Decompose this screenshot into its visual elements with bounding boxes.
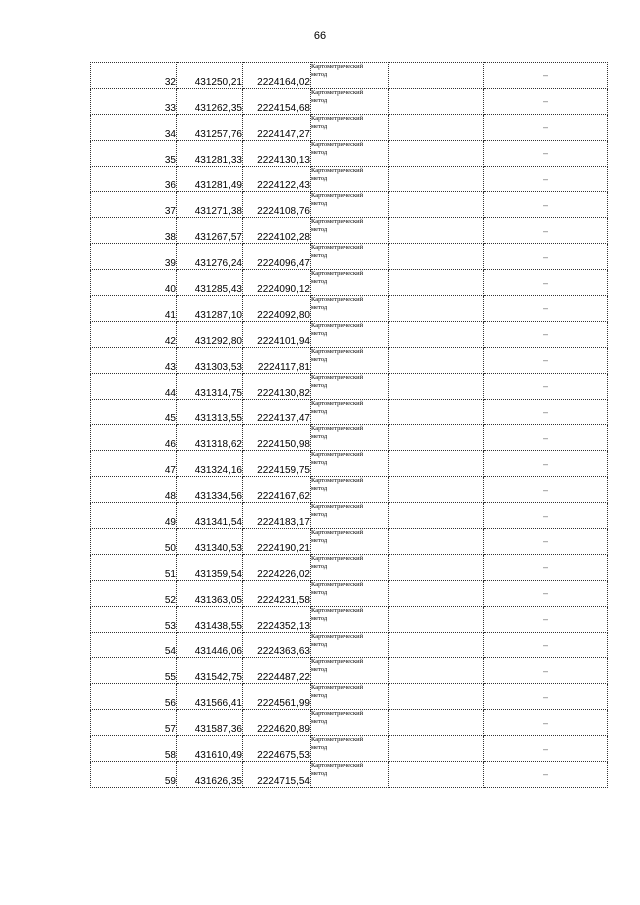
method-line-1: Картометрический <box>311 88 364 96</box>
method-line-1: Картометрический <box>311 114 364 122</box>
method-line-2: метод <box>311 433 328 441</box>
point-number-cell: 57 <box>91 710 177 736</box>
x-coordinate-cell: 431271,38 <box>177 192 243 218</box>
method-cell <box>311 140 389 166</box>
table-row <box>91 270 608 296</box>
empty-cell <box>389 736 484 762</box>
method-cell <box>311 166 389 192</box>
x-coordinate-cell: 431267,57 <box>177 218 243 244</box>
method-line-1: Картометрический <box>311 399 364 407</box>
empty-cell <box>389 296 484 322</box>
empty-cell <box>389 762 484 788</box>
method-line-1: Картометрический <box>311 192 364 200</box>
empty-cell <box>389 166 484 192</box>
method-line-1: Картометрический <box>311 166 364 174</box>
y-coordinate-cell: 2224130,82 <box>243 373 311 399</box>
note-cell: – <box>484 503 608 529</box>
table-row <box>91 140 608 166</box>
method-line-1: Картометрический <box>311 632 364 640</box>
y-coordinate-cell: 2224226,02 <box>243 554 311 580</box>
point-number-cell: 53 <box>91 606 177 632</box>
y-coordinate-cell: 2224167,62 <box>243 477 311 503</box>
note-cell: – <box>484 425 608 451</box>
note-cell: – <box>484 477 608 503</box>
empty-cell <box>389 580 484 606</box>
method-line-1: Картометрический <box>311 762 364 770</box>
method-line-2: метод <box>311 278 328 286</box>
method-line-1: Картометрический <box>311 321 364 329</box>
point-number-cell: 37 <box>91 192 177 218</box>
coordinates-table <box>90 62 608 788</box>
y-coordinate-cell: 2224096,47 <box>243 244 311 270</box>
y-coordinate-cell: 2224561,99 <box>243 684 311 710</box>
method-cell <box>311 606 389 632</box>
point-number-cell: 49 <box>91 503 177 529</box>
empty-cell <box>389 399 484 425</box>
method-cell <box>311 425 389 451</box>
method-line-2: метод <box>311 511 328 519</box>
table-row <box>91 192 608 218</box>
note-cell: – <box>484 632 608 658</box>
x-coordinate-cell: 431610,49 <box>177 736 243 762</box>
y-coordinate-cell: 2224352,13 <box>243 606 311 632</box>
table-row <box>91 114 608 140</box>
table-row <box>91 529 608 555</box>
note-cell: – <box>484 347 608 373</box>
note-cell: – <box>484 166 608 192</box>
method-cell <box>311 477 389 503</box>
method-cell <box>311 88 389 114</box>
note-cell: – <box>484 140 608 166</box>
method-line-1: Картометрический <box>311 710 364 718</box>
y-coordinate-cell: 2224715,54 <box>243 762 311 788</box>
point-number-cell: 39 <box>91 244 177 270</box>
method-line-2: метод <box>311 770 328 778</box>
y-coordinate-cell: 2224190,21 <box>243 529 311 555</box>
note-cell: – <box>484 529 608 555</box>
method-line-2: метод <box>311 96 328 104</box>
method-line-1: Картометрический <box>311 451 364 459</box>
table-row <box>91 736 608 762</box>
x-coordinate-cell: 431303,53 <box>177 347 243 373</box>
table-row <box>91 606 608 632</box>
empty-cell <box>389 373 484 399</box>
point-number-cell: 34 <box>91 114 177 140</box>
method-line-2: метод <box>311 200 328 208</box>
table-row <box>91 451 608 477</box>
table-row <box>91 218 608 244</box>
table-row <box>91 88 608 114</box>
y-coordinate-cell: 2224102,28 <box>243 218 311 244</box>
y-coordinate-cell: 2224130,13 <box>243 140 311 166</box>
method-line-2: метод <box>311 666 328 674</box>
x-coordinate-cell: 431257,76 <box>177 114 243 140</box>
method-line-2: метод <box>311 355 328 363</box>
empty-cell <box>389 477 484 503</box>
empty-cell <box>389 425 484 451</box>
method-line-1: Картометрический <box>311 63 364 70</box>
table-row <box>91 63 608 89</box>
point-number-cell: 32 <box>91 63 177 89</box>
note-cell: – <box>484 580 608 606</box>
note-cell: – <box>484 270 608 296</box>
page-number: 66 <box>313 30 327 42</box>
y-coordinate-cell: 2224164,02 <box>243 63 311 89</box>
method-cell <box>311 632 389 658</box>
method-line-1: Картометрический <box>311 140 364 148</box>
empty-cell <box>389 88 484 114</box>
table-row <box>91 762 608 788</box>
table-row <box>91 684 608 710</box>
x-coordinate-cell: 431276,24 <box>177 244 243 270</box>
coordinates-table-body <box>91 63 608 788</box>
y-coordinate-cell: 2224122,43 <box>243 166 311 192</box>
method-line-2: метод <box>311 485 328 493</box>
note-cell: – <box>484 321 608 347</box>
method-line-1: Картометрический <box>311 529 364 537</box>
method-line-2: метод <box>311 692 328 700</box>
method-line-2: метод <box>311 329 328 337</box>
x-coordinate-cell: 431281,49 <box>177 166 243 192</box>
note-cell: – <box>484 373 608 399</box>
method-cell <box>311 63 389 89</box>
point-number-cell: 59 <box>91 762 177 788</box>
method-cell <box>311 321 389 347</box>
table-row <box>91 425 608 451</box>
point-number-cell: 50 <box>91 529 177 555</box>
method-line-2: метод <box>311 459 328 467</box>
method-line-1: Картометрический <box>311 658 364 666</box>
method-line-1: Картометрический <box>311 270 364 278</box>
point-number-cell: 36 <box>91 166 177 192</box>
empty-cell <box>389 606 484 632</box>
point-number-cell: 54 <box>91 632 177 658</box>
method-line-1: Картометрический <box>311 684 364 692</box>
note-cell: – <box>484 606 608 632</box>
x-coordinate-cell: 431250,21 <box>177 63 243 89</box>
empty-cell <box>389 140 484 166</box>
empty-cell <box>389 503 484 529</box>
method-line-2: метод <box>311 381 328 389</box>
note-cell: – <box>484 658 608 684</box>
method-cell <box>311 658 389 684</box>
empty-cell <box>389 347 484 373</box>
point-number-cell: 41 <box>91 296 177 322</box>
method-line-2: метод <box>311 588 328 596</box>
method-cell <box>311 503 389 529</box>
point-number-cell: 45 <box>91 399 177 425</box>
note-cell: – <box>484 114 608 140</box>
x-coordinate-cell: 431324,16 <box>177 451 243 477</box>
x-coordinate-cell: 431313,55 <box>177 399 243 425</box>
x-coordinate-cell: 431334,56 <box>177 477 243 503</box>
x-coordinate-cell: 431262,35 <box>177 88 243 114</box>
method-cell <box>311 114 389 140</box>
table-row <box>91 347 608 373</box>
y-coordinate-cell: 2224101,94 <box>243 321 311 347</box>
y-coordinate-cell: 2224620,89 <box>243 710 311 736</box>
method-line-2: метод <box>311 148 328 156</box>
y-coordinate-cell: 2224150,98 <box>243 425 311 451</box>
x-coordinate-cell: 431542,75 <box>177 658 243 684</box>
empty-cell <box>389 63 484 89</box>
method-cell <box>311 373 389 399</box>
method-line-1: Картометрический <box>311 736 364 744</box>
x-coordinate-cell: 431626,35 <box>177 762 243 788</box>
empty-cell <box>389 192 484 218</box>
point-number-cell: 48 <box>91 477 177 503</box>
method-cell <box>311 192 389 218</box>
point-number-cell: 46 <box>91 425 177 451</box>
empty-cell <box>389 321 484 347</box>
point-number-cell: 42 <box>91 321 177 347</box>
table-row <box>91 477 608 503</box>
note-cell: – <box>484 736 608 762</box>
method-cell <box>311 580 389 606</box>
x-coordinate-cell: 431587,36 <box>177 710 243 736</box>
y-coordinate-cell: 2224117,81 <box>243 347 311 373</box>
method-line-1: Картометрический <box>311 296 364 304</box>
method-cell <box>311 244 389 270</box>
method-line-1: Картометрический <box>311 244 364 252</box>
method-cell <box>311 762 389 788</box>
point-number-cell: 58 <box>91 736 177 762</box>
method-line-1: Картометрический <box>311 580 364 588</box>
y-coordinate-cell: 2224675,53 <box>243 736 311 762</box>
table-row <box>91 710 608 736</box>
method-line-2: метод <box>311 304 328 312</box>
note-cell: – <box>484 296 608 322</box>
point-number-cell: 38 <box>91 218 177 244</box>
y-coordinate-cell: 2224147,27 <box>243 114 311 140</box>
empty-cell <box>389 529 484 555</box>
method-line-2: метод <box>311 640 328 648</box>
method-line-1: Картометрический <box>311 606 364 614</box>
x-coordinate-cell: 431340,53 <box>177 529 243 555</box>
method-line-1: Картометрический <box>311 347 364 355</box>
table-row <box>91 373 608 399</box>
method-line-1: Картометрический <box>311 373 364 381</box>
method-line-2: метод <box>311 174 328 182</box>
y-coordinate-cell: 2224108,76 <box>243 192 311 218</box>
method-line-1: Картометрический <box>311 554 364 562</box>
method-cell <box>311 736 389 762</box>
x-coordinate-cell: 431341,54 <box>177 503 243 529</box>
x-coordinate-cell: 431438,55 <box>177 606 243 632</box>
y-coordinate-cell: 2224487,22 <box>243 658 311 684</box>
method-line-1: Картометрический <box>311 503 364 511</box>
y-coordinate-cell: 2224092,80 <box>243 296 311 322</box>
empty-cell <box>389 244 484 270</box>
method-line-1: Картометрический <box>311 218 364 226</box>
empty-cell <box>389 218 484 244</box>
note-cell: – <box>484 192 608 218</box>
method-cell <box>311 399 389 425</box>
point-number-cell: 55 <box>91 658 177 684</box>
empty-cell <box>389 632 484 658</box>
note-cell: – <box>484 399 608 425</box>
method-cell <box>311 218 389 244</box>
method-line-2: метод <box>311 537 328 545</box>
method-cell <box>311 684 389 710</box>
empty-cell <box>389 684 484 710</box>
method-line-1: Картометрический <box>311 477 364 485</box>
note-cell: – <box>484 88 608 114</box>
empty-cell <box>389 270 484 296</box>
empty-cell <box>389 710 484 736</box>
table-row <box>91 503 608 529</box>
point-number-cell: 47 <box>91 451 177 477</box>
method-line-2: метод <box>311 226 328 234</box>
x-coordinate-cell: 431314,75 <box>177 373 243 399</box>
table-row <box>91 296 608 322</box>
table-row <box>91 244 608 270</box>
y-coordinate-cell: 2224090,12 <box>243 270 311 296</box>
x-coordinate-cell: 431446,06 <box>177 632 243 658</box>
point-number-cell: 56 <box>91 684 177 710</box>
empty-cell <box>389 554 484 580</box>
method-line-2: метод <box>311 562 328 570</box>
method-line-2: метод <box>311 744 328 752</box>
table-row <box>91 554 608 580</box>
y-coordinate-cell: 2224159,75 <box>243 451 311 477</box>
y-coordinate-cell: 2224363,63 <box>243 632 311 658</box>
method-cell <box>311 270 389 296</box>
point-number-cell: 40 <box>91 270 177 296</box>
method-line-2: метод <box>311 407 328 415</box>
table-row <box>91 166 608 192</box>
x-coordinate-cell: 431292,80 <box>177 321 243 347</box>
note-cell: – <box>484 63 608 89</box>
method-cell <box>311 554 389 580</box>
note-cell: – <box>484 244 608 270</box>
note-cell: – <box>484 762 608 788</box>
method-cell <box>311 347 389 373</box>
note-cell: – <box>484 710 608 736</box>
note-cell: – <box>484 684 608 710</box>
x-coordinate-cell: 431363,05 <box>177 580 243 606</box>
x-coordinate-cell: 431285,43 <box>177 270 243 296</box>
empty-cell <box>389 658 484 684</box>
method-cell <box>311 710 389 736</box>
table-row <box>91 399 608 425</box>
note-cell: – <box>484 218 608 244</box>
method-cell <box>311 296 389 322</box>
method-line-2: метод <box>311 252 328 260</box>
point-number-cell: 35 <box>91 140 177 166</box>
point-number-cell: 51 <box>91 554 177 580</box>
method-cell <box>311 451 389 477</box>
x-coordinate-cell: 431318,62 <box>177 425 243 451</box>
x-coordinate-cell: 431287,10 <box>177 296 243 322</box>
x-coordinate-cell: 431359,54 <box>177 554 243 580</box>
table-row <box>91 658 608 684</box>
y-coordinate-cell: 2224231,58 <box>243 580 311 606</box>
method-line-2: метод <box>311 614 328 622</box>
table-row <box>91 321 608 347</box>
y-coordinate-cell: 2224183,17 <box>243 503 311 529</box>
point-number-cell: 52 <box>91 580 177 606</box>
point-number-cell: 44 <box>91 373 177 399</box>
empty-cell <box>389 114 484 140</box>
note-cell: – <box>484 451 608 477</box>
x-coordinate-cell: 431566,41 <box>177 684 243 710</box>
method-line-1: Картометрический <box>311 425 364 433</box>
empty-cell <box>389 451 484 477</box>
y-coordinate-cell: 2224154,68 <box>243 88 311 114</box>
table-row <box>91 632 608 658</box>
method-line-2: метод <box>311 718 328 726</box>
table-row <box>91 580 608 606</box>
method-cell <box>311 529 389 555</box>
y-coordinate-cell: 2224137,47 <box>243 399 311 425</box>
method-line-2: метод <box>311 71 328 78</box>
x-coordinate-cell: 431281,33 <box>177 140 243 166</box>
point-number-cell: 43 <box>91 347 177 373</box>
method-line-2: метод <box>311 122 328 130</box>
note-cell: – <box>484 554 608 580</box>
point-number-cell: 33 <box>91 88 177 114</box>
